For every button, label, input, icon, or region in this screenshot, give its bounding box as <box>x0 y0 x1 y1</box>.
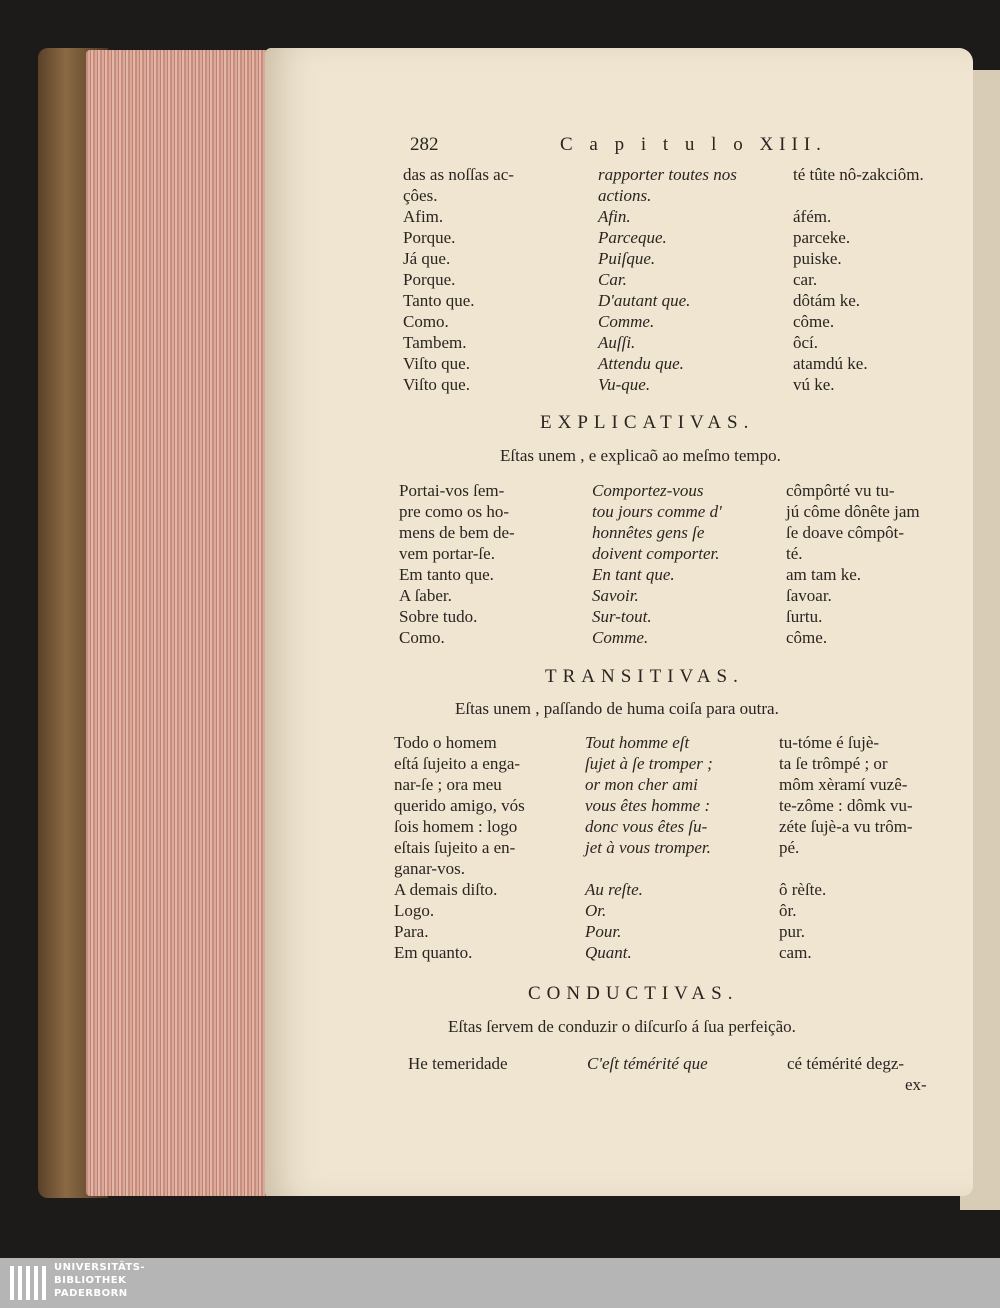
section1-row-1-fr: actions. <box>598 186 652 205</box>
explicativas-row-6-pt: Sobre tudo. <box>399 607 478 626</box>
section1-row-9-fr: Attendu que. <box>598 354 684 373</box>
transitivas-row-3-fr: vous êtes homme : <box>585 796 711 815</box>
explicativas-row-7-fr: Comme. <box>592 628 649 647</box>
transitivas-row-1-pron: ta ſe trômpé ; or <box>779 754 888 773</box>
section1-row-8-pt: Tambem. <box>403 333 467 352</box>
explicativas-row-1-pt: pre como os ho- <box>399 502 510 521</box>
section1-row-10-pt: Viſto que. <box>403 375 470 394</box>
transitivas-row-1-fr: ſujet à ſe tromper ; <box>585 754 713 773</box>
explicativas-row-7-pron: côme. <box>786 628 828 647</box>
transitivas-row-0-fr: Tout homme eſt <box>585 733 690 752</box>
running-head: C a p i t u l o XIII. <box>560 134 827 155</box>
transitivas-row-5-pt: eſtais ſujeito a en- <box>394 838 516 857</box>
footer-line1: UNIVERSITÄTS- <box>54 1262 146 1273</box>
section1-row-1-pt: çôes. <box>403 186 438 205</box>
section1-row-4-fr: Puiſque. <box>598 249 656 268</box>
section1-row-5-fr: Car. <box>598 270 627 289</box>
transitivas-row-3-pt: querido amigo, vós <box>394 796 525 815</box>
transitivas-row-2-fr: or mon cher ami <box>585 775 698 794</box>
transitivas-row-2-pt: nar-ſe ; ora meu <box>394 775 502 794</box>
explicativas-row-5-pt: A ſaber. <box>399 586 452 605</box>
explicativas-row-4-pt: Em tanto que. <box>399 565 494 584</box>
transitivas-row-7-pt: A demais diſto. <box>394 880 498 899</box>
transitivas-row-9-pron: pur. <box>779 922 805 941</box>
explicativas-row-3-pron: té. <box>786 544 803 563</box>
page-number: 282 <box>410 134 439 155</box>
footer-line2: BIBLIOTHEK <box>54 1275 127 1286</box>
explicativas-row-0-pron: cômpôrté vu tu- <box>786 481 895 500</box>
explicativas-row-2-fr: honnêtes gens ſe <box>592 523 705 542</box>
transitivas-row-7-pron: ô rèſte. <box>779 880 827 899</box>
section1-row-2-pron: áfém. <box>793 207 832 226</box>
explicativas-row-6-pron: ſurtu. <box>786 607 823 626</box>
transitivas-row-5-pron: pé. <box>779 838 800 857</box>
section1-row-4-pt: Já que. <box>403 249 451 268</box>
transitivas-row-10-pt: Em quanto. <box>394 943 473 962</box>
section1-row-9-pt: Viſto que. <box>403 354 470 373</box>
explicativas-row-0-pt: Portai-vos ſem- <box>399 481 505 500</box>
explicativas-row-6-fr: Sur-tout. <box>592 607 652 626</box>
section1-row-7-pron: côme. <box>793 312 835 331</box>
page-edges <box>86 50 272 1196</box>
section1-row-0-fr: rapporter toutes nos <box>598 165 737 184</box>
explicativas-row-0-fr: Comportez-vous <box>592 481 704 500</box>
transitivas-row-4-pt: ſois homem : logo <box>394 817 518 836</box>
transitivas-row-10-fr: Quant. <box>585 943 632 962</box>
section1-row-0-pt: das as noſſas ac- <box>403 165 514 184</box>
explicativas-row-4-pron: am tam ke. <box>786 565 862 584</box>
section1-row-9-pron: atamdú ke. <box>793 354 868 373</box>
section1-row-8-fr: Auſſi. <box>598 333 636 352</box>
conductivas-pt: He temeridade <box>408 1054 508 1073</box>
section1-row-3-fr: Parceque. <box>598 228 667 247</box>
section1-row-6-pron: dôtám ke. <box>793 291 861 310</box>
transitivas-row-5-fr: jet à vous tromper. <box>585 838 711 857</box>
transitivas-row-8-pt: Logo. <box>394 901 435 920</box>
intro-conductivas: Eſtas ſervem de conduzir o diſcurſo á ſua perfeição. <box>448 1017 796 1036</box>
section1-row-3-pt: Porque. <box>403 228 456 247</box>
conductivas-fr: C'eſt témérité que <box>587 1054 708 1073</box>
heading-explicativas: EXPLICATIVAS. <box>540 412 755 433</box>
section1-row-8-pron: ôcí. <box>793 333 819 352</box>
explicativas-row-4-fr: En tant que. <box>592 565 675 584</box>
catchword: ex- <box>905 1075 927 1094</box>
explicativas-row-1-fr: tou jours comme d' <box>592 502 722 521</box>
explicativas-row-1-pron: jú côme dônête jam <box>786 502 920 521</box>
intro-explicativas: Eſtas unem , e explicaõ ao meſmo tempo. <box>500 446 781 465</box>
section1-row-6-fr: D'autant que. <box>598 291 691 310</box>
heading-conductivas: CONDUCTIVAS. <box>528 983 739 1004</box>
section1-row-2-pt: Afim. <box>403 207 444 226</box>
transitivas-row-4-fr: donc vous êtes ſu- <box>585 817 708 836</box>
footer-line3: PADERBORN <box>54 1288 128 1299</box>
conductivas-pron: cé témérité degz- <box>787 1054 905 1073</box>
section1-row-4-pron: puiske. <box>793 249 842 268</box>
section1-row-0-pron: té tûte nô-zakciôm. <box>793 165 924 184</box>
explicativas-row-2-pt: mens de bem de- <box>399 523 515 542</box>
section1-row-7-fr: Comme. <box>598 312 655 331</box>
explicativas-row-3-fr: doivent comporter. <box>592 544 720 563</box>
transitivas-row-6-pt: ganar-vos. <box>394 859 465 878</box>
transitivas-row-8-fr: Or. <box>585 901 607 920</box>
transitivas-row-8-pron: ôr. <box>779 901 797 920</box>
transitivas-row-7-fr: Au reſte. <box>585 880 643 899</box>
explicativas-row-5-pron: ſavoar. <box>786 586 832 605</box>
transitivas-row-0-pt: Todo o homem <box>394 733 497 752</box>
library-logo-icon <box>8 1262 48 1304</box>
intro-transitivas: Eſtas unem , paſſando de huma coiſa para outra. <box>455 699 779 718</box>
transitivas-row-9-fr: Pour. <box>585 922 622 941</box>
transitivas-row-3-pron: te-zôme : dômk vu- <box>779 796 913 815</box>
section1-row-2-fr: Afin. <box>598 207 631 226</box>
section1-row-5-pron: car. <box>793 270 818 289</box>
explicativas-row-7-pt: Como. <box>399 628 445 647</box>
section1-row-5-pt: Porque. <box>403 270 456 289</box>
explicativas-row-2-pron: ſe doave cômpôt- <box>786 523 905 542</box>
library-footer <box>0 1258 1000 1308</box>
heading-transitivas: TRANSITIVAS. <box>545 666 744 687</box>
explicativas-row-3-pt: vem portar-ſe. <box>399 544 495 563</box>
section1-row-10-pron: vú ke. <box>793 375 835 394</box>
transitivas-row-4-pron: zéte ſujè-a vu trôm- <box>779 817 913 836</box>
transitivas-row-0-pron: tu-tóme é ſujè- <box>779 733 880 752</box>
transitivas-row-10-pron: cam. <box>779 943 812 962</box>
section1-row-3-pron: parceke. <box>793 228 851 247</box>
transitivas-row-9-pt: Para. <box>394 922 429 941</box>
section1-row-7-pt: Como. <box>403 312 449 331</box>
explicativas-row-5-fr: Savoir. <box>592 586 639 605</box>
transitivas-row-2-pron: môm xèramí vuzê- <box>779 775 908 794</box>
section1-row-10-fr: Vu-que. <box>598 375 651 394</box>
transitivas-row-1-pt: eſtá ſujeito a enga- <box>394 754 521 773</box>
section1-row-6-pt: Tanto que. <box>403 291 475 310</box>
